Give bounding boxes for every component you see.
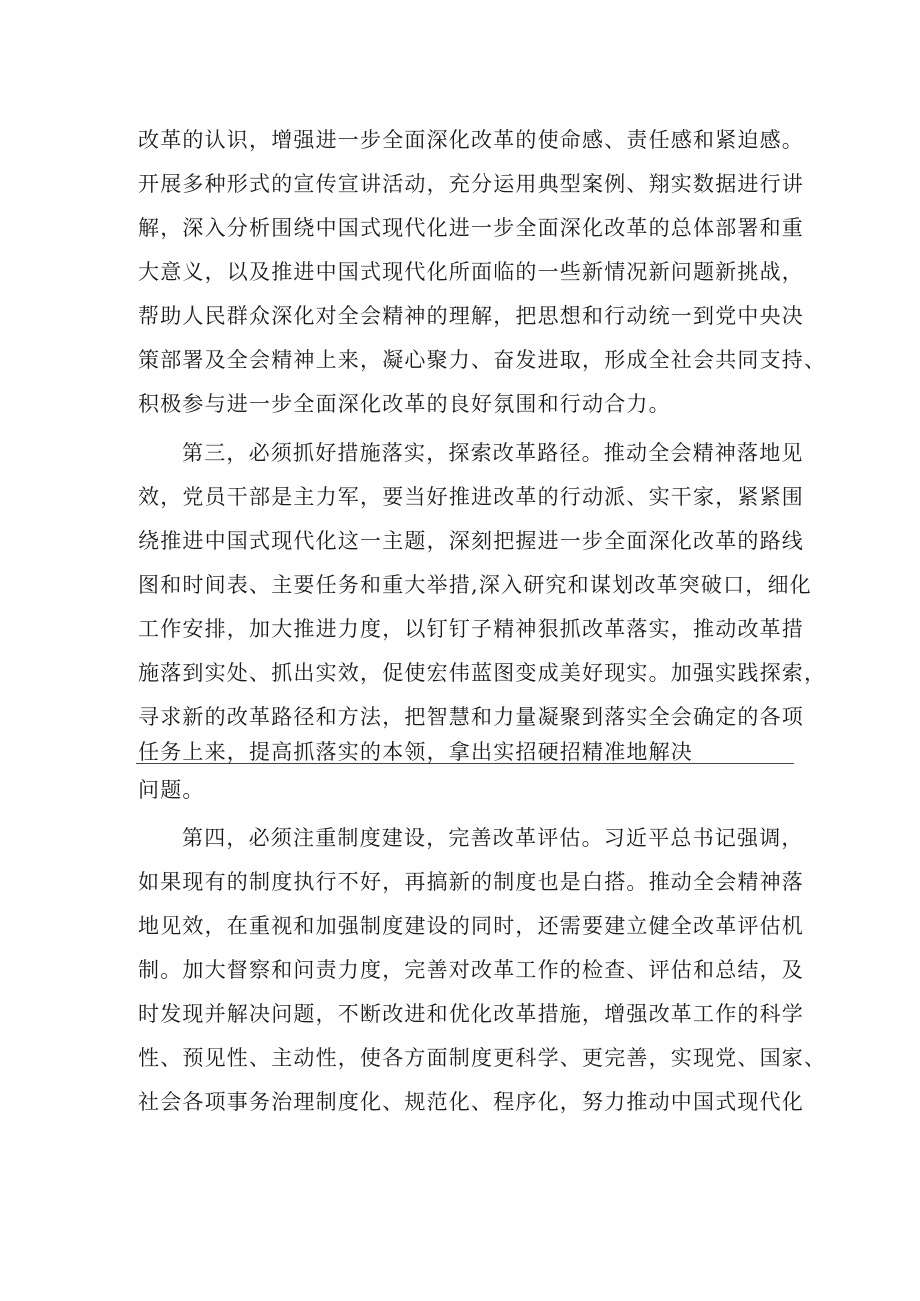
paragraph-first-line: 第四，必须注重制度建设，完善改革评估。习近平总书记强调，	[182, 826, 804, 850]
text-line: 工作安排，加大推进力度，以钉钉子精神狠抓改革落实，推动改革措	[138, 617, 804, 641]
text-line: 帮助人民群众深化对全会精神的理解，把思想和行动统一到党中央决	[138, 304, 804, 328]
text-line: 社会各项事务治理制度化、规范化、程序化，努力推动中国式现代化	[138, 1090, 804, 1114]
text-line: 性、预见性、主动性，使各方面制度更科学、更完善，实现党、国家、	[138, 1046, 827, 1070]
text-line: 效，党员干部是主力军，要当好推进改革的行动派、实干家，紧紧围	[138, 485, 804, 509]
paragraph-first-line: 第三，必须抓好措施落实，探索改革路径。推动全会精神落地见	[182, 441, 804, 465]
text-line: 绕推进中国式现代化这一主题，深刻把握进一步全面深化改革的路线	[138, 529, 804, 553]
text-line: 制。加大督察和问责力度，完善对改革工作的检查、评估和总结，及	[138, 958, 804, 982]
text-line: 图和时间表、主要任务和重大举措,深入研究和谋划改革突破口，细化	[138, 573, 812, 597]
text-line: 改革的认识，增强进一步全面深化改革的使命感、责任感和紧迫感。	[138, 128, 804, 152]
page-break-divider	[136, 763, 794, 764]
text-line: 如果现有的制度执行不好，再搞新的制度也是白搭。推动全会精神落	[138, 870, 804, 894]
text-line: 地见效，在重视和加强制度建设的同时，还需要建立健全改革评估机	[138, 914, 804, 938]
text-line: 任务上来，提高抓落实的本领，拿出实招硬招精准地解决	[138, 740, 693, 764]
text-line: 策部署及全会精神上来，凝心聚力、奋发进取，形成全社会共同支持、	[138, 348, 827, 372]
text-line: 问题。	[138, 778, 205, 802]
text-line: 寻求新的改革路径和方法，把智慧和力量凝聚到落实全会确定的各项	[138, 705, 804, 729]
text-line: 积极参与进一步全面深化改革的良好氛围和行动合力。	[138, 392, 671, 416]
text-line: 解，深入分析围绕中国式现代化进一步全面深化改革的总体部署和重	[138, 216, 804, 240]
text-line: 时发现并解决问题，不断改进和优化改革措施，增强改革工作的科学	[138, 1002, 804, 1026]
text-line: 开展多种形式的宣传宣讲活动，充分运用典型案例、翔实数据进行讲	[138, 172, 804, 196]
text-line: 大意义，以及推进中国式现代化所面临的一些新情况新问题新挑战，	[138, 260, 804, 284]
text-line: 施落到实处、抓出实效，促使宏伟蓝图变成美好现实。加强实践探索，	[138, 661, 827, 685]
